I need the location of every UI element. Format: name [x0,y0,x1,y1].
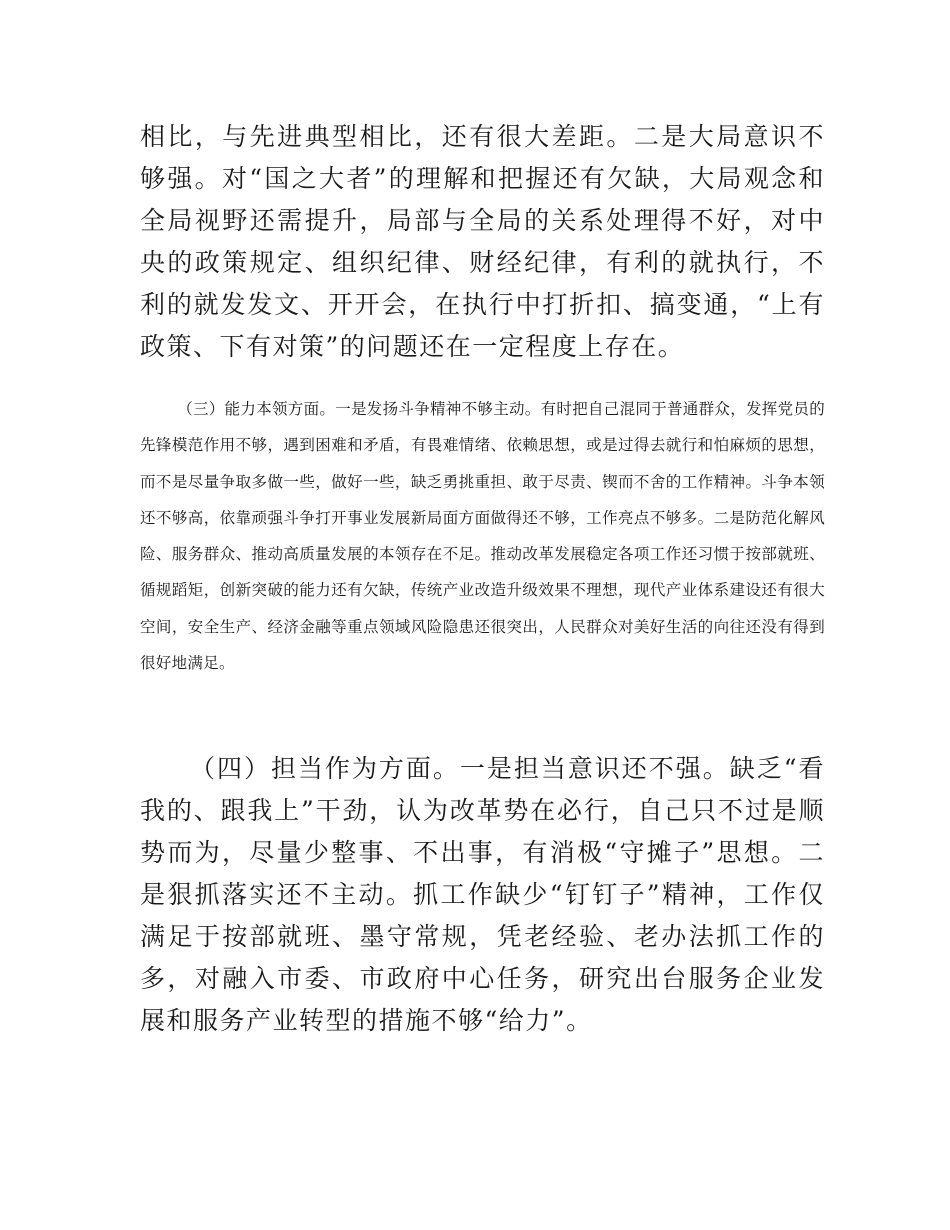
paragraph-ability: （三）能力本领方面。一是发扬斗争精神不够主动。有时把自己混同于普通群众，发挥党员的先锋模范作用不够，遇到困难和矛盾，有畏难情绪、依赖思想，或是过得去就行和怕麻烦的思想，而不是尽量争取多做一些，做好一些，缺乏勇挑重担、敢于尽责、锲而不舍的工作精神。斗争本领还不够高，依靠顽强斗争打开事业发展新局面方面做得还不够，工作亮点不够多。二是防范化解风险、服务群众、推动高质量发展的本领存在不足。推动改革发展稳定各项工作还习惯于按部就班、循规蹈矩，创新突破的能力还有欠缺，传统产业改造升级效果不理想，现代产业体系建设还有很大空间，安全生产、经济金融等重点领域风险隐患还很突出，人民群众对美好生活的向往还没有得到很好地满足。 [140,400,825,673]
paragraph-responsibility: （四）担当作为方面。一是担当意识还不强。缺乏“看我的、跟我上”干劲，认为改革势在必行，自己只不过是顺势而为，尽量少整事、不出事，有消极“守摊子”思想。二是狠抓落实还不主动。抓工作缺少“钉钉子”精神，工作仅满足于按部就班、墨守常规，凭老经验、老办法抓工作的多，对融入市委、市政府中心任务，研究出台服务企业发展和服务产业转型的措施不够“给力”。 [140,754,825,1035]
paragraph-continuation: 相比，与先进典型相比，还有很大差距。二是大局意识不够强。对“国之大者”的理解和把握还有欠缺，大局观念和全局视野还需提升，局部与全局的关系处理得不好，对中央的政策规定、组织纪律、财经纪律，有利的就执行，不利的就发发文、开开会，在执行中打折扣、搞变通，“上有政策、下有对策”的问题还在一定程度上存在。 [140,122,825,361]
